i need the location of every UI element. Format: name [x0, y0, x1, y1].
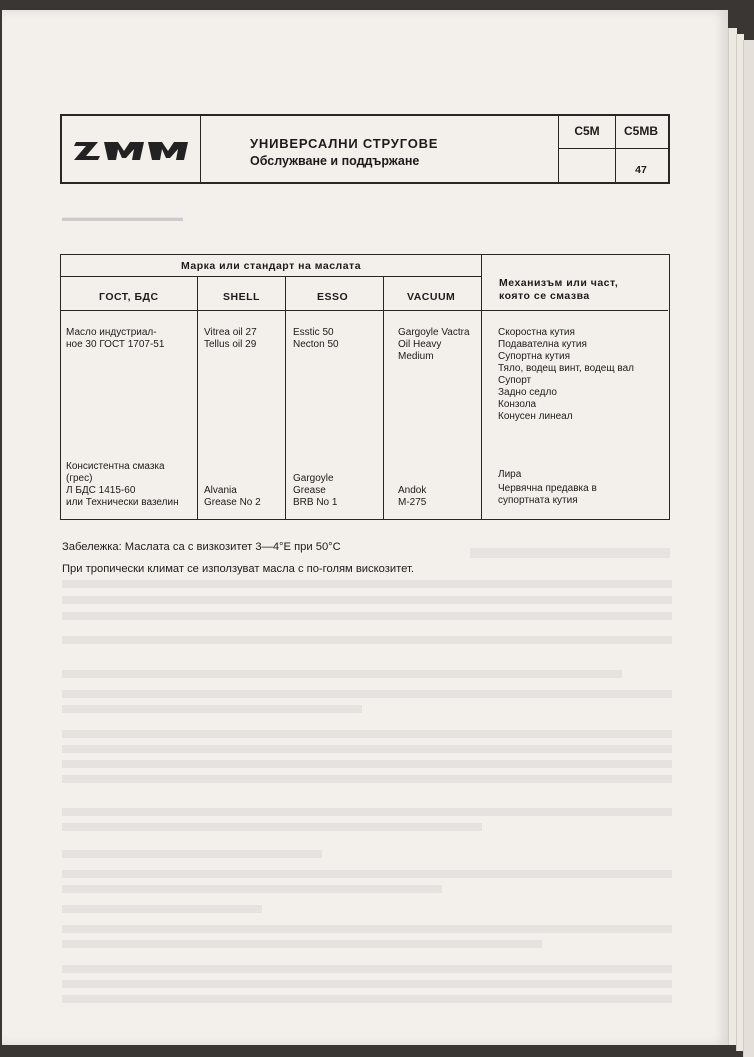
list-item: Лира: [498, 469, 522, 480]
table-cell: M-275: [398, 497, 427, 508]
list-item: Червячна предавка в: [498, 483, 597, 494]
table-cell: Necton 50: [293, 339, 339, 350]
column-header-esso: ESSO: [317, 291, 349, 303]
note-tropical: При тропически климат се използуват масла с по-голям вискозитет.: [62, 563, 414, 575]
model-code-a: C5M: [574, 124, 600, 138]
table-cell: Gargoyle Vactra: [398, 327, 470, 338]
table-cell: BRB No 1: [293, 497, 338, 508]
list-item: Тяло, водещ винт, водещ вал: [498, 363, 634, 374]
table-cell: Vitrea oil 27: [204, 327, 257, 338]
model-code-cell: [558, 116, 616, 182]
list-item: Супортна кутия: [498, 351, 571, 362]
lubrication-table: [60, 254, 670, 520]
document-title: УНИВЕРСАЛНИ СТРУГОВЕ: [250, 136, 439, 151]
table-cell: Medium: [398, 351, 434, 362]
page-number: 47: [635, 164, 647, 176]
list-item: Супорт: [498, 375, 532, 386]
table-cell: (грес): [66, 473, 93, 484]
list-item: Задно седло: [498, 387, 557, 398]
table-cell: Andok: [398, 485, 427, 496]
title-cell: [202, 116, 558, 182]
divider: [285, 277, 286, 519]
zmm-logo-icon: [62, 116, 198, 182]
divider: [383, 277, 384, 519]
table-cell: Масло индустриал-: [66, 327, 157, 338]
divider: [61, 310, 668, 311]
note-viscosity: Забележка: Маслата са с визкозитет 3—4°E при 50°C: [62, 541, 341, 553]
table-cell: Л БДС 1415-60: [66, 485, 136, 496]
table-cell: ное 30 ГОСТ 1707-51: [66, 339, 165, 350]
document-header: [60, 114, 670, 184]
list-item: Конусен линеал: [498, 411, 573, 422]
table-cell: Консистентна смазка: [66, 461, 165, 472]
table-cell: Esstic 50: [293, 327, 334, 338]
table-cell: Alvania: [204, 485, 237, 496]
table-cell: Gargoyle: [293, 473, 334, 484]
table-cell: Tellus oil 29: [204, 339, 257, 350]
table-cell: Grease No 2: [204, 497, 261, 508]
list-item: супортната кутия: [498, 495, 578, 506]
group-header: Марка или стандарт на маслата: [181, 260, 362, 272]
column-header-gost: ГОСТ, БДС: [99, 291, 159, 303]
divider: [197, 277, 198, 519]
model-code-cell: [614, 116, 668, 182]
list-item: Скоростна кутия: [498, 327, 575, 338]
divider: [481, 255, 482, 519]
table-cell: или Технически вазелин: [66, 497, 179, 508]
column-header-vacuum: VACUUM: [407, 291, 456, 303]
divider: [61, 276, 481, 277]
model-code-b: C5MB: [623, 124, 658, 138]
list-item: Конзола: [498, 399, 537, 410]
table-cell: Grease: [293, 485, 326, 496]
column-header-shell: SHELL: [223, 291, 260, 303]
page-edge: [743, 40, 754, 1057]
document-subtitle: Обслужване и поддържане: [250, 154, 420, 168]
table-cell: Oil Heavy: [398, 339, 442, 350]
list-item: Подавателна кутия: [498, 339, 587, 350]
logo-cell: [62, 116, 201, 182]
column-header-mechanism: Механизъм или част,: [499, 277, 619, 289]
column-header-mechanism: която се смазва: [499, 290, 590, 302]
